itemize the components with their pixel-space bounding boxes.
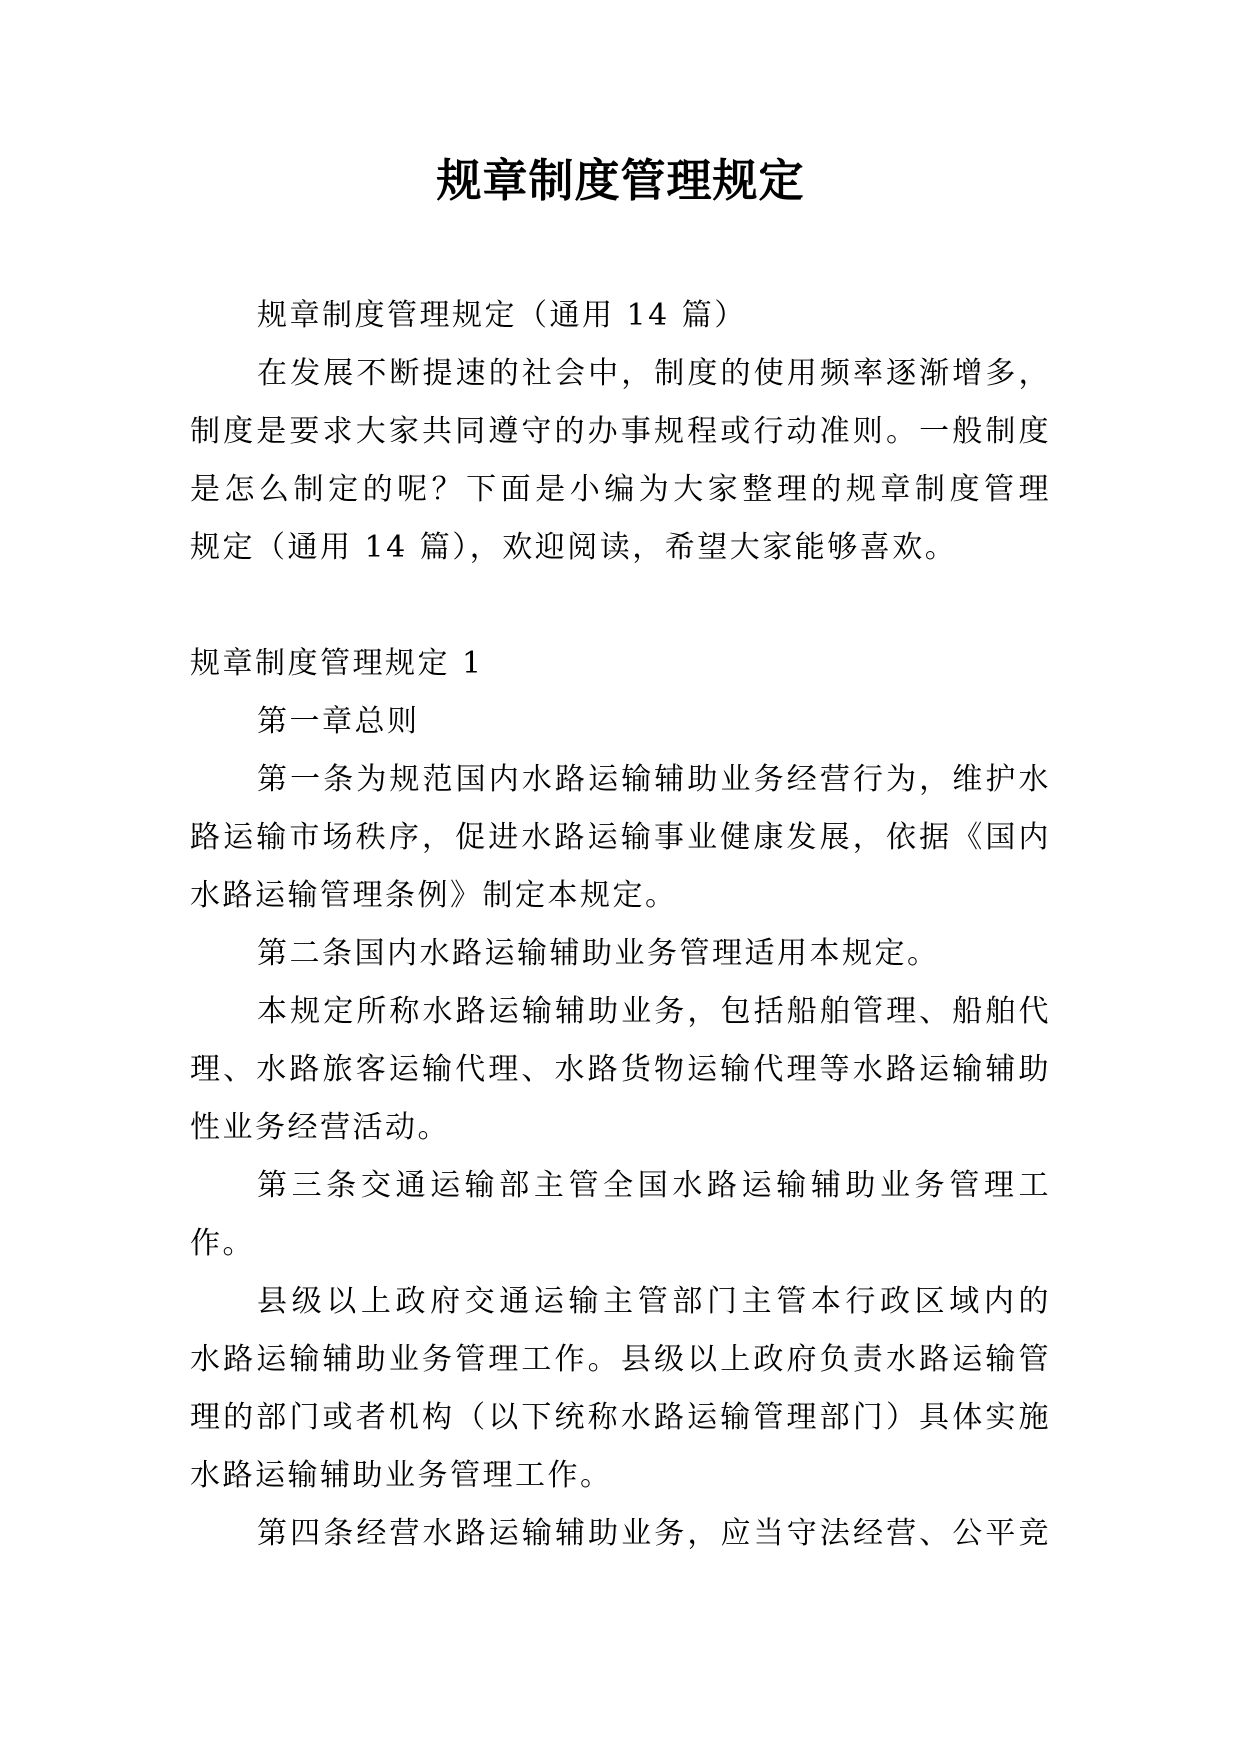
text-line: 第一条为规范国内水路运输辅助业务经营行为，维护水	[257, 762, 1051, 797]
text-line: 路运输市场秩序，促进水路运输事业健康发展，依据《国内	[190, 820, 1051, 855]
paragraph-article-3-local	[190, 1273, 1051, 1505]
document-body	[190, 287, 1051, 1563]
text-line: 理、水路旅客运输代理、水路货物运输代理等水路运输辅助	[190, 1052, 1051, 1087]
text-line: 规定（通用 14 篇），欢迎阅读，希望大家能够喜欢。	[190, 530, 958, 565]
text-line: 水路运输管理条例》制定本规定。	[190, 878, 678, 913]
text-line: 水路运输辅助业务管理工作。县级以上政府负责水路运输管	[190, 1342, 1051, 1377]
paragraph-article-1	[190, 751, 1051, 925]
chapter-heading: 第一章总则	[257, 704, 420, 739]
intro-subtitle: 规章制度管理规定（通用 14 篇）	[257, 298, 747, 333]
document-title: 规章制度管理规定	[436, 154, 805, 207]
paragraph-article-3	[190, 1157, 1051, 1273]
text-line: 第三条交通运输部主管全国水路运输辅助业务管理工	[257, 1168, 1051, 1203]
text-line: 第二条国内水路运输辅助业务管理适用本规定。	[257, 936, 940, 971]
paragraph-article-2-scope	[190, 983, 1051, 1157]
text-line: 作。	[190, 1226, 255, 1261]
intro-summary-paragraph	[190, 345, 1051, 577]
text-line: 水路运输辅助业务管理工作。	[190, 1458, 613, 1493]
text-line: 在发展不断提速的社会中，制度的使用频率逐渐增多，	[257, 356, 1051, 391]
section-spacer	[190, 577, 1051, 635]
section-heading: 规章制度管理规定 1	[190, 646, 484, 681]
text-line: 理的部门或者机构（以下统称水路运输管理部门）具体实施	[190, 1400, 1051, 1435]
text-line: 是怎么制定的呢？下面是小编为大家整理的规章制度管理	[190, 472, 1051, 507]
paragraph-article-4	[190, 1505, 1051, 1563]
intro-subtitle-paragraph	[190, 287, 1051, 345]
text-line: 县级以上政府交通运输主管部门主管本行政区域内的	[257, 1284, 1051, 1319]
text-line: 第四条经营水路运输辅助业务，应当守法经营、公平竞	[257, 1516, 1051, 1551]
paragraph-article-2	[190, 925, 1051, 983]
text-line: 制度是要求大家共同遵守的办事规程或行动准则。一般制度	[190, 414, 1051, 449]
text-line: 本规定所称水路运输辅助业务，包括船舶管理、船舶代	[257, 994, 1051, 1029]
text-line: 性业务经营活动。	[190, 1110, 450, 1145]
